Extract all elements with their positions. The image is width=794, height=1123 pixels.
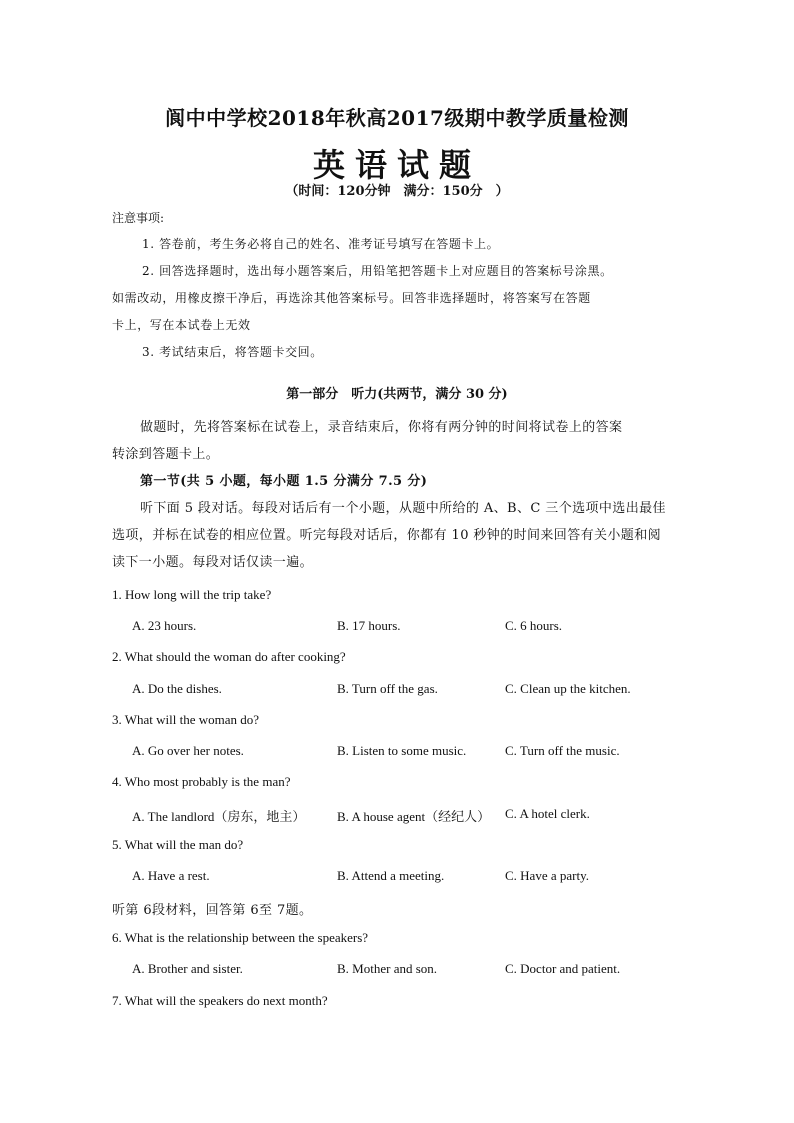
option-a: A. The landlord（房东，地主） <box>132 809 306 824</box>
option-b: B. Mother and son. <box>337 961 438 976</box>
note-item: 如需改动，用橡皮擦干净后，再选涂其他答案标号。回答非选择题时，将答案写在答题 <box>112 291 591 305</box>
section1-intro: 听下面 5 段对话。每段对话后有一个小题，从题中所给的 A、B、C 三个选项中选出最佳 <box>140 501 666 516</box>
option-b: B. A house agent（经纪人） <box>337 809 491 824</box>
option-c: C. Doctor and patient. <box>505 961 621 976</box>
time-score-line: （时间：120分钟 满分：150分 ） <box>285 184 509 199</box>
option-b: B. 17 hours. <box>337 618 401 633</box>
section1-heading: 第一节(共 5 小题，每小题 1.5 分满分 7.5 分) <box>140 474 428 489</box>
part1-heading: 第一部分 听力(共两节，满分 30 分) <box>286 387 508 402</box>
option-c: C. Clean up the kitchen. <box>505 681 631 696</box>
question-text: 1. How long will the trip take? <box>112 587 272 602</box>
option-c: C. Turn off the music. <box>505 743 620 758</box>
option-a: A. 23 hours. <box>132 618 197 633</box>
subject-title: 英语试题 <box>312 146 481 184</box>
question-text: 7. What will the speakers do next month? <box>112 993 328 1008</box>
section-instruction: 听第 6段材料，回答第 6至 7题。 <box>112 903 313 918</box>
note-item: 2. 回答选择题时，选出每小题答案后，用铅笔把答题卡上对应题目的答案标号涂黑。 <box>142 264 613 278</box>
section1-intro: 选项，并标在试卷的相应位置。听完每段对话后，你都有 10 秒钟的时间来回答有关小题和阅 <box>112 528 662 543</box>
question-text: 3. What will the woman do? <box>112 712 260 727</box>
option-a: A. Go over her notes. <box>132 743 244 758</box>
exam-title: 阆中中学校2018年秋高2017级期中教学质量检测 <box>165 106 629 130</box>
note-item: 1. 答卷前，考生务必将自己的姓名、准考证号填写在答题卡上。 <box>142 237 500 251</box>
option-c: C. A hotel clerk. <box>505 806 590 821</box>
question-text: 2. What should the woman do after cooking? <box>112 649 346 664</box>
option-b: B. Turn off the gas. <box>337 681 438 696</box>
option-c: C. Have a party. <box>505 868 589 883</box>
question-text: 6. What is the relationship between the speakers? <box>112 930 369 945</box>
note-item: 卡上，写在本试卷上无效 <box>112 318 251 332</box>
part1-intro: 转涂到答题卡上。 <box>112 447 220 462</box>
option-a: A. Brother and sister. <box>132 961 243 976</box>
option-a: A. Do the dishes. <box>132 681 222 696</box>
question-text: 4. Who most probably is the man? <box>112 774 291 789</box>
notes-heading: 注意事项: <box>112 211 165 225</box>
option-b: B. Listen to some music. <box>337 743 467 758</box>
option-c: C. 6 hours. <box>505 618 563 633</box>
option-a: A. Have a rest. <box>132 868 210 883</box>
note-item: 3. 考试结束后，将答题卡交回。 <box>142 345 323 359</box>
part1-intro: 做题时，先将答案标在试卷上，录音结束后，你将有两分钟的时间将试卷上的答案 <box>140 420 623 435</box>
question-text: 5. What will the man do? <box>112 837 244 852</box>
option-b: B. Attend a meeting. <box>337 868 445 883</box>
section1-intro: 读下一小题。每段对话仅读一遍。 <box>112 555 314 570</box>
